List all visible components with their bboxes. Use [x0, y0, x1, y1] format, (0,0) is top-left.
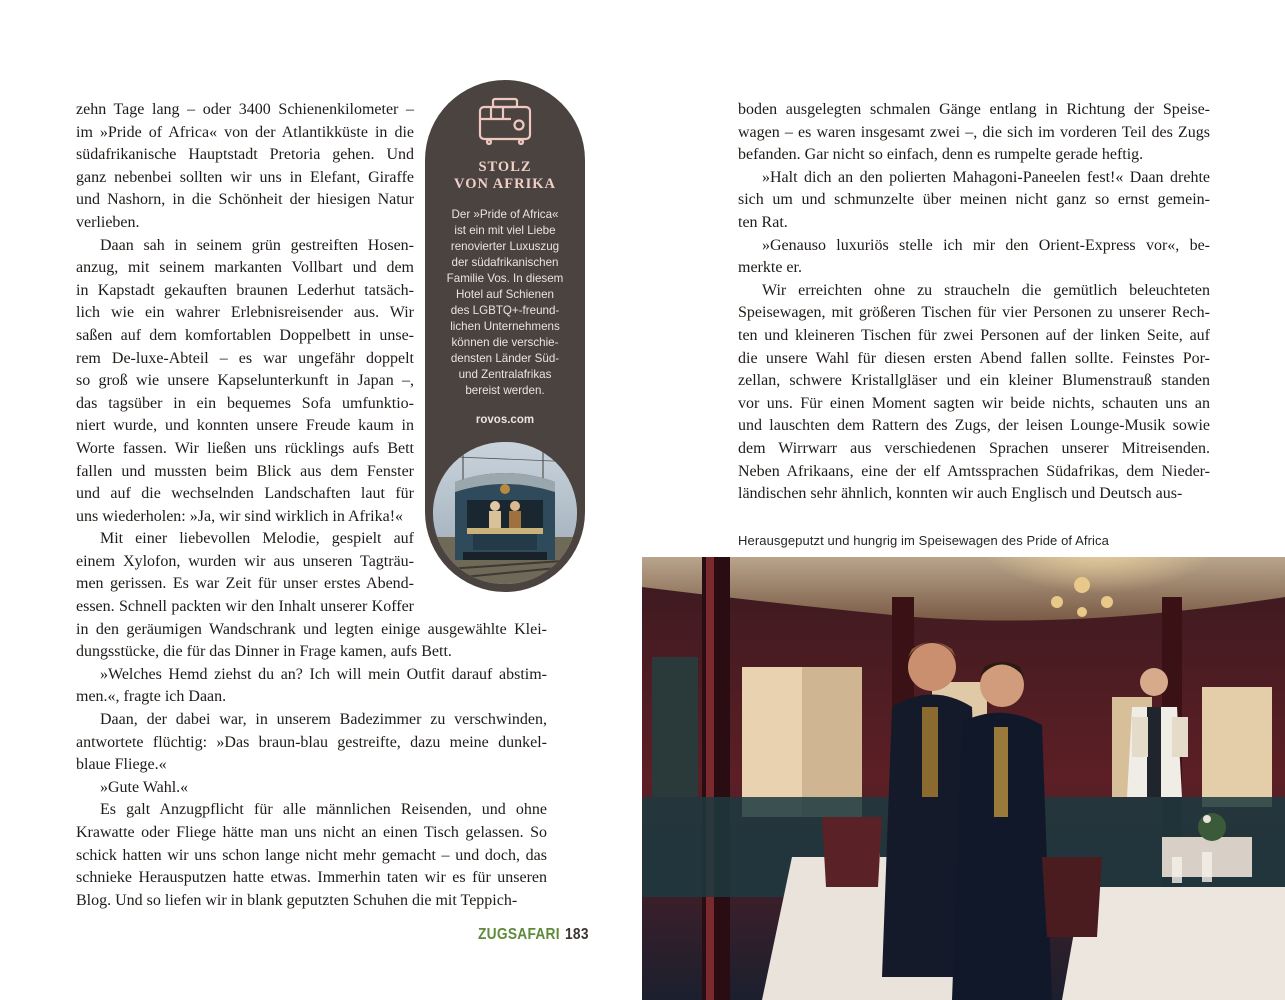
text-line: und lauschten dem Rattern des Zugs, der leisen Lounge-Musik sowie — [738, 417, 1210, 435]
suitcase-icon — [475, 97, 535, 145]
text-line: schick hatten wir uns schon lange nicht mehr gemacht – und doch, das — [76, 846, 547, 864]
text-line: wagen – es waren insgesamt zwei –, die sich im vorderen Teil des Zugs — [738, 123, 1210, 141]
text-line: essen. Schnell packten wir den Inhalt unserer Koffer — [76, 598, 414, 616]
text-line: verlieben. — [76, 213, 140, 231]
text-line: ganz nebenbei sollten wir uns in Elefant, Giraffe — [76, 168, 414, 186]
text-line: merkte er. — [738, 259, 802, 277]
text-line: Daan sah in seinem grün gestreiften Hosen- — [100, 236, 414, 254]
sidebar-text-line: densten Länder Süd- — [450, 352, 560, 365]
text-line: saßen auf dem komfortablen Doppelbett in unse- — [76, 326, 414, 344]
sidebar-text-line: renovierter Luxuszug — [450, 240, 560, 253]
text-line: südafrikanische Hauptstadt Pretoria gehen. Und — [76, 146, 414, 164]
text-line: dem Wirrwarr aus verschiedenen Sprachen unserer Mitreisenden. — [738, 439, 1210, 457]
text-line: und auf die wechselnden Landschaften laut für — [76, 485, 414, 503]
text-line: Daan, der dabei war, in unserem Badezimmer zu verschwinden, — [100, 711, 547, 729]
text-line: Speisewagen, mit größeren Tischen für vier Personen zu unserer Rech- — [738, 304, 1210, 322]
text-line: zehn Tage lang – oder 3400 Schienenkilometer – — [76, 101, 414, 118]
text-line: Mit einer liebevollen Melodie, gespielt auf — [100, 530, 414, 548]
text-line: uns wiederholen: »Ja, wir sind wirklich in Afrika!« — [76, 507, 404, 525]
text-line: dungsstücke, die für das Dinner in Frage kamen, aufs Bett. — [76, 643, 452, 661]
text-line: einem Xylofon, wurden wir aus unseren Tagträu- — [76, 552, 414, 570]
sidebar-text-line: der südafrikanischen — [451, 256, 559, 269]
text-line: fallen und mussten beim Blick aus dem Fenster — [76, 462, 414, 480]
text-line: so groß wie unsere Kapselunterkunft in Japan –, — [76, 372, 414, 390]
dining-car-photo — [642, 557, 1285, 1000]
sidebar-text-line: bereist werden. — [465, 384, 545, 397]
train-photo — [433, 442, 577, 584]
text-line: Krawatte oder Fliege hätte man uns nicht an einen Tisch gelassen. So — [76, 824, 547, 841]
sidebar-text — [435, 207, 575, 399]
sidebar-text-line: Familie Vos. In diesem — [446, 272, 564, 285]
text-line: vor uns. Für einen Moment sagten wir beide nichts, schauten uns an — [738, 394, 1210, 412]
sidebar-info-box — [425, 80, 585, 592]
text-line: schnieke Herausputzen hatte etwas. Immerhin taten wir es für unseren — [76, 869, 547, 887]
sidebar-text-line: können die verschie- — [451, 336, 559, 349]
text-line: lich wie ein wahrer Erlebnisreisender aus. Wir — [76, 304, 414, 322]
text-line: »Genauso luxuriös stelle ich mir den Orient-Express vor«, be- — [762, 236, 1210, 254]
text-line: men gerissen. Es war Zeit für unser erstes Abend- — [76, 575, 414, 593]
text-line: niert wurde, und konnten unsere Freude kaum in — [76, 417, 414, 435]
right-page-text — [738, 99, 1210, 506]
text-line: und Nashorn, in die Schönheit der hiesigen Natur — [76, 191, 414, 209]
text-line: »Gute Wahl.« — [100, 778, 189, 796]
text-line: Es galt Anzugpflicht für alle männlichen Reisenden, und ohne — [100, 801, 547, 819]
text-line: Blog. Und so liefen wir in blank geputzten Schuhen die mit Teppich- — [76, 891, 518, 909]
text-line: Wir erreichten ohne zu straucheln die gemütlich beleuchteten — [762, 281, 1210, 299]
text-line: ländischen sehr ähnlich, konnten wir auch Englisch und Deutsch aus- — [738, 485, 1183, 503]
text-line: in den geräumigen Wandschrank und legten einige ausgewählte Klei- — [76, 620, 547, 638]
text-line: ten und kleineren Tischen für zwei Personen auf der linken Seite, auf — [738, 326, 1210, 344]
sidebar-title — [425, 159, 585, 192]
text-line: blaue Fliege.« — [76, 756, 167, 774]
text-line: die unsere Wahl für diesen ersten Abend fallen sollte. Feinstes Por- — [738, 349, 1210, 367]
sidebar-title-line: VON AFRIKA — [454, 175, 556, 192]
section-title: ZUGSAFARI — [478, 926, 560, 943]
text-line: im »Pride of Africa« von der Atlantikküste in die — [76, 123, 414, 141]
sidebar-text-line: Der »Pride of Africa« — [451, 208, 559, 221]
sidebar-title-line: STOLZ — [478, 159, 532, 175]
text-line: men.«, fragte ich Daan. — [76, 688, 227, 706]
text-line: in Kapstadt gekauften braunen Lederhut tatsäch- — [76, 281, 414, 299]
text-line: sich um und schmunzelte über meinen nicht ganz so ernst gemein- — [738, 191, 1210, 209]
sidebar-text-line: Hotel auf Schienen — [456, 288, 554, 301]
text-line: antwortete flüchtig: »Das braun-blau gestreifte, dazu meine dunkel- — [76, 733, 547, 751]
text-line: »Halt dich an den polierten Mahagoni-Paneelen fest!« Daan drehte — [762, 168, 1210, 186]
sidebar-text-line: des LGBTQ+-freund- — [450, 304, 560, 317]
page-number: 183 — [565, 926, 589, 943]
sidebar-text-line: ist ein mit viel Liebe — [454, 224, 556, 237]
text-line: zellan, schwere Kristallgläser und ein kleiner Blumenstrauß standen — [738, 372, 1210, 390]
text-line: anzug, mit seinem markanten Vollbart und dem — [76, 259, 414, 277]
text-line: das tagsüber in ein bequemes Sofa umfunktio- — [76, 394, 414, 412]
page-footer — [478, 926, 589, 944]
text-line: boden ausgelegten schmalen Gänge entlang in Richtung der Speise- — [738, 101, 1210, 118]
text-line: ten Rat. — [738, 213, 788, 231]
text-line: Neben Afrikaans, eine der elf Amtssprachen Südafrikas, dem Nieder- — [738, 462, 1210, 480]
text-line: Worte fassen. Wir ließen uns rücklings aufs Bett — [76, 439, 414, 457]
photo-caption: Herausgeputzt und hungrig im Speisewagen des Pride of Africa — [738, 533, 1109, 548]
sidebar-text-line: und Zentralafrikas — [458, 368, 552, 381]
text-line: befanden. Gar nicht so einfach, denn es rumpelte gerade heftig. — [738, 146, 1144, 164]
text-line: »Welches Hemd ziehst du an? Ich will mein Outfit darauf abstim- — [100, 665, 547, 683]
sidebar-url-link[interactable]: rovos.com — [475, 414, 535, 426]
sidebar-text-line: lichen Unternehmens — [450, 320, 560, 333]
text-line: rem De-luxe-Abteil – es war ungefähr doppelt — [76, 349, 414, 367]
